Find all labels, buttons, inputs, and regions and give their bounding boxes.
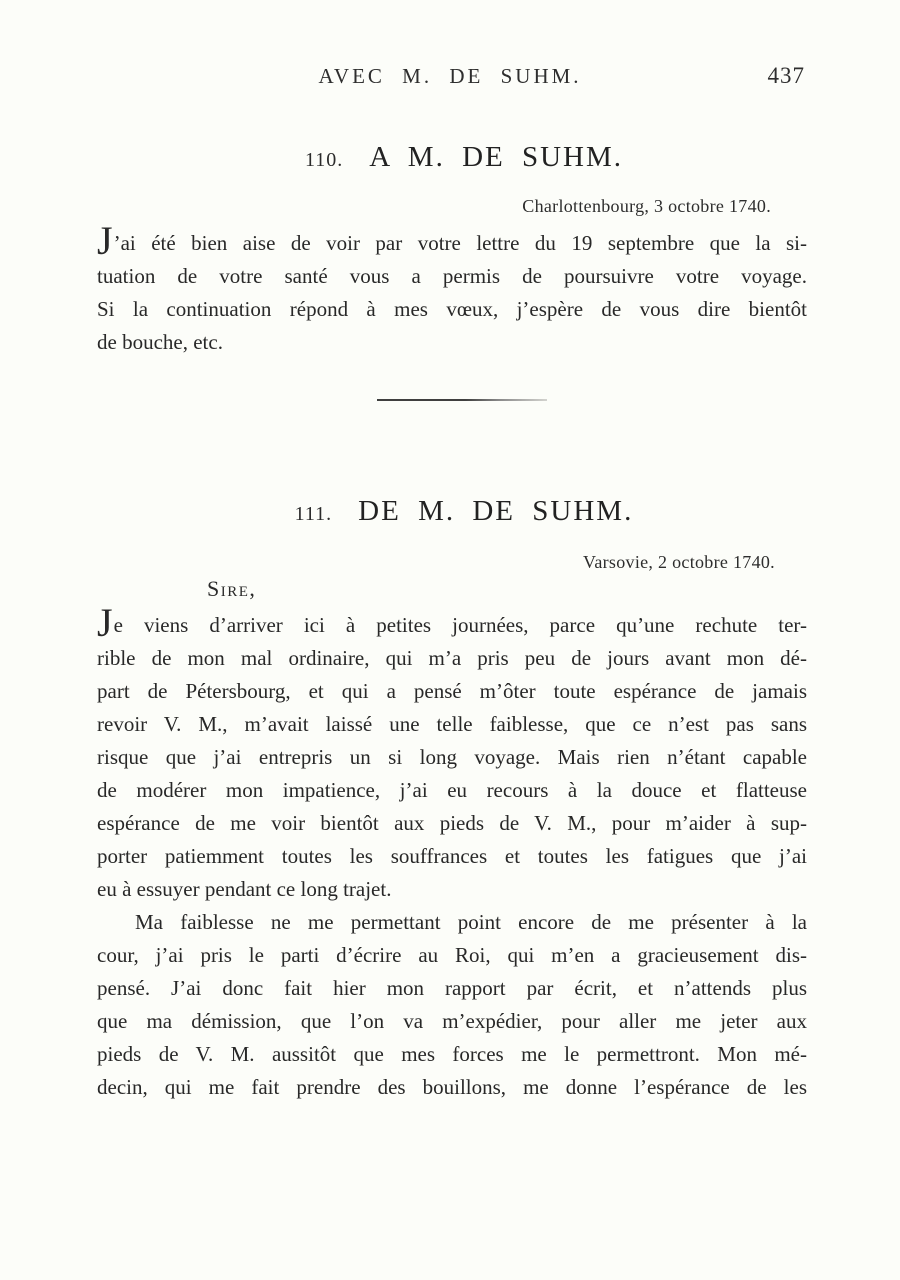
letter-110-number: 110. xyxy=(304,149,344,171)
letter-111-salutation: Sire, xyxy=(207,576,257,601)
text-line: revoir V. M., m’avait laissé une telle faiblesse, que ce n’est pas sans xyxy=(97,712,807,736)
drop-initial: J xyxy=(97,218,113,263)
text-line: tuation de votre santé vous a permis de poursuivre votre voyage. xyxy=(97,264,807,288)
text-line: risque que j’ai entrepris un si long voyage. Mais rien n’étant capable xyxy=(97,745,807,769)
text-line: porter patiemment toutes les souffrances et toutes les fatigues que j’ai xyxy=(97,844,807,868)
text-line: de modérer mon impatience, j’ai eu recours à la douce et flatteuse xyxy=(97,778,807,802)
text-line: rible de mon mal ordinaire, qui m’a pris peu de jours avant mon dé- xyxy=(97,646,807,670)
letter-110-dateline: Charlottenbourg, 3 octobre 1740. xyxy=(522,196,771,216)
text-line: pensé. J’ai donc fait hier mon rapport par écrit, et n’attends plus xyxy=(97,976,807,1000)
text-line: de bouche, etc. xyxy=(97,330,223,354)
section-divider-rule xyxy=(377,399,547,401)
text-line xyxy=(97,600,807,645)
letter-111-title: DE M. DE SUHM. xyxy=(358,495,634,527)
text-line-content: ’ai été bien aise de voir par votre lettre du 19 septembre que la si- xyxy=(113,231,807,255)
drop-initial: J xyxy=(97,600,113,645)
text-line-content: e viens d’arriver ici à petites journées, parce qu’une rechute ter- xyxy=(113,613,807,637)
text-line: Ma faiblesse ne me permettant point encore de me présenter à la xyxy=(135,910,807,934)
text-line: pieds de V. M. aussitôt que mes forces me le permettront. Mon mé- xyxy=(97,1042,807,1066)
letter-111-number: 111. xyxy=(294,503,333,525)
text-line: que ma démission, que l’on va m’expédier, pour aller me jeter aux xyxy=(97,1009,807,1033)
page-number: 437 xyxy=(767,63,805,88)
running-head: AVEC M. DE SUHM. xyxy=(318,64,582,88)
text-line xyxy=(97,218,807,263)
letter-110-title: A M. DE SUHM. xyxy=(369,141,624,173)
text-line: decin, qui me fait prendre des bouillons, me donne l’espérance de les xyxy=(97,1075,807,1099)
text-line: part de Pétersbourg, et qui a pensé m’ôter toute espérance de jamais xyxy=(97,679,807,703)
text-line: eu à essuyer pendant ce long trajet. xyxy=(97,877,392,901)
letter-111-heading xyxy=(109,495,819,528)
text-line: cour, j’ai pris le parti d’écrire au Roi, qui m’en a gracieusement dis- xyxy=(97,943,807,967)
letter-111-paragraph-2 xyxy=(97,906,807,1104)
letter-110-heading xyxy=(109,141,819,174)
text-line: espérance de me voir bientôt aux pieds de V. M., pour m’aider à sup- xyxy=(97,811,807,835)
letter-110-body xyxy=(97,218,807,359)
letter-111-dateline: Varsovie, 2 octobre 1740. xyxy=(583,552,775,572)
text-line: Si la continuation répond à mes vœux, j’espère de vous dire bientôt xyxy=(97,297,807,321)
letter-111-paragraph-1 xyxy=(97,600,807,906)
